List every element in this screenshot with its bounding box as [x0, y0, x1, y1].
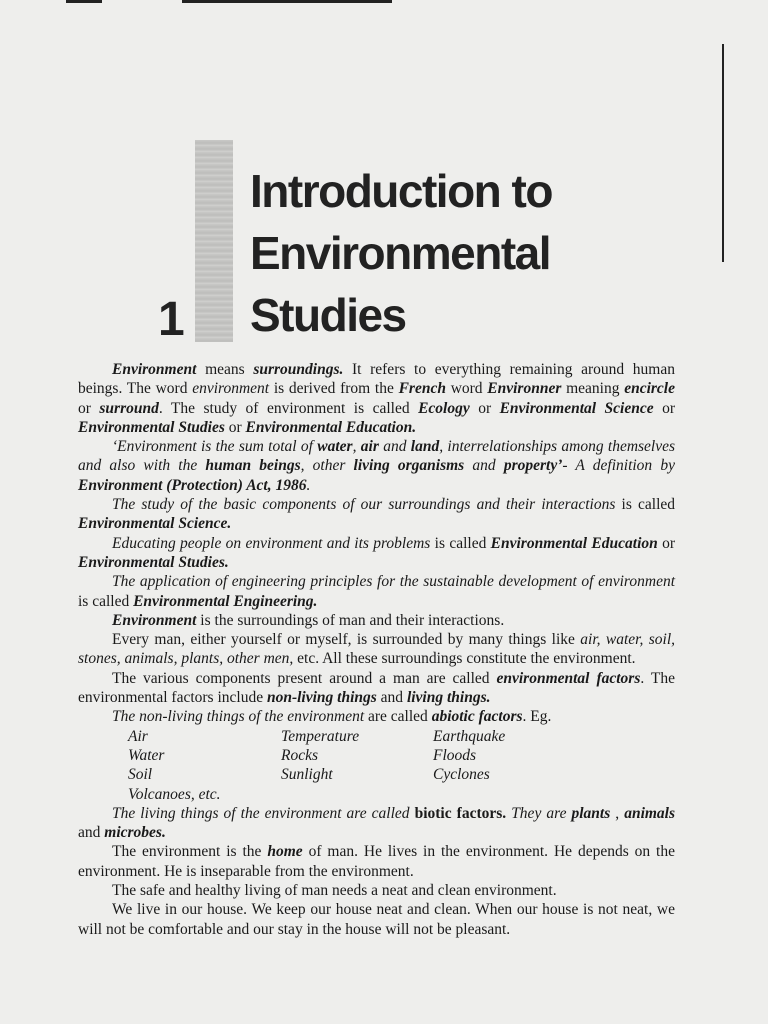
text-run: The non-living things of the environment	[112, 708, 365, 726]
text-run: is called	[615, 496, 676, 514]
text-run: animals	[624, 804, 676, 822]
text-run: ‘Environment is the sum total of	[112, 438, 318, 456]
abiotic-item: Volcanoes, etc.	[128, 785, 221, 803]
paragraph	[78, 630, 675, 669]
text-run: .	[306, 476, 311, 494]
text-run: and	[464, 457, 504, 475]
text-run: , other	[300, 457, 354, 475]
text-run: meaning	[561, 380, 625, 398]
text-run: French	[398, 380, 446, 398]
text-run: They are	[506, 804, 572, 822]
text-run: air, water, soil, stones, animals, plants, other men,	[78, 631, 675, 668]
text-run: The application of engineering principles for the sustainable development of environment	[112, 573, 675, 591]
text-run: or	[653, 399, 675, 417]
text-run: non-living things	[266, 689, 377, 707]
text-run: and	[378, 438, 411, 456]
paragraph	[78, 572, 675, 611]
chapter-title-line: Studies	[250, 289, 406, 341]
text-run: . The study of environment is called	[158, 399, 419, 417]
text-run: or	[657, 534, 675, 552]
text-run: Environment	[112, 611, 197, 629]
text-run: surroundings.	[253, 361, 344, 378]
text-run: Environmental Education	[490, 534, 658, 552]
abiotic-item: Earthquake	[433, 727, 506, 745]
text-run: The environment is the	[112, 843, 268, 861]
text-run: or	[224, 418, 246, 436]
text-run: Environment	[112, 361, 197, 378]
paragraph	[78, 360, 675, 437]
text-run: environment	[192, 380, 270, 398]
text-run: Environmental Education.	[245, 418, 417, 436]
paragraph	[78, 611, 675, 630]
abiotic-item: Floods	[433, 746, 477, 764]
abiotic-item: Water	[128, 746, 165, 764]
text-run: . The environmental factors include	[78, 669, 676, 707]
paragraphs-before-list	[78, 360, 675, 727]
text-run: property’	[503, 457, 563, 475]
text-run: home	[267, 843, 303, 861]
chapter-title-line: Introduction to	[250, 165, 552, 217]
text-run: human beings	[205, 457, 301, 475]
text-run: surround	[99, 399, 159, 417]
paragraph	[78, 707, 675, 726]
paragraph	[78, 534, 675, 573]
text-run: It refers to everything remaining around human beings. The word	[78, 361, 675, 398]
paragraph	[78, 842, 675, 881]
text-run: The study of the basic components of our surroundings and their interactions	[112, 496, 616, 514]
text-run: and	[78, 824, 105, 842]
text-run: Environmental Science.	[78, 515, 232, 533]
text-run: and	[376, 689, 407, 707]
abiotic-item: Rocks	[281, 746, 319, 764]
text-run: , interrelationships among themselves and also with the	[78, 438, 676, 475]
text-run: Every man, either yourself or myself, is surrounded by many things like	[112, 631, 581, 649]
text-run: is derived from the	[269, 380, 399, 398]
text-run: encircle	[624, 380, 675, 398]
chapter-title	[250, 160, 552, 346]
text-run: Environment (Protection) Act, 1986	[78, 476, 307, 494]
chapter-title-line: Environmental	[250, 227, 551, 279]
text-run: ,	[610, 804, 625, 822]
text-run: . Eg.	[522, 708, 552, 726]
paragraph	[78, 495, 675, 534]
text-run: The safe and healthy living of man needs a neat and clean environment.	[112, 882, 557, 900]
text-run: abiotic factors	[431, 708, 523, 726]
text-run: Environmental Studies.	[78, 553, 229, 571]
abiotic-item: Temperature	[281, 727, 360, 745]
abiotic-item: Cyclones	[433, 766, 490, 784]
text-run: microbes.	[104, 824, 166, 842]
text-run: The various components present around a man are called	[112, 669, 497, 687]
paragraphs-after-list	[78, 804, 675, 939]
body-text	[78, 360, 675, 939]
paragraph	[78, 900, 675, 939]
text-run: Environmental Science	[499, 399, 654, 417]
text-run: The living things of the environment are called	[112, 804, 415, 822]
text-run: biotic factors.	[414, 804, 507, 822]
text-run: is called	[430, 534, 491, 552]
text-run: living organisms	[353, 457, 465, 475]
chapter-marker-bar	[195, 140, 233, 342]
abiotic-item: Soil	[128, 766, 153, 784]
text-run: or	[78, 399, 100, 417]
text-run: - A definition by	[562, 457, 675, 475]
text-run: ,	[352, 438, 361, 456]
text-run: plants	[571, 804, 611, 822]
text-run: is the surroundings of man and their interactions.	[196, 611, 505, 629]
text-run: word	[445, 380, 488, 398]
text-run: living things.	[406, 689, 491, 707]
text-run: environmental factors	[496, 669, 641, 687]
abiotic-item: Air	[128, 727, 148, 745]
abiotic-item: Sunlight	[281, 766, 333, 784]
abiotic-factors-list	[128, 727, 675, 804]
text-run: land	[410, 438, 440, 456]
paragraph	[78, 669, 675, 708]
page-edge-line	[722, 44, 724, 262]
text-run: means	[196, 361, 254, 378]
text-run: are called	[364, 708, 432, 726]
text-run: Environmental Studies	[78, 418, 225, 436]
text-run: Educating people on environment and its problems	[112, 534, 431, 552]
text-run: etc. All these surroundings constitute the environment.	[293, 650, 636, 668]
chapter-number: 1	[158, 293, 185, 346]
text-run: of man. He lives in the environment. He depends on the environment. He is inseparable from the environment.	[78, 843, 675, 880]
text-run: Environner	[487, 380, 562, 398]
top-edge-mark-left	[66, 0, 102, 3]
paragraph	[78, 804, 675, 843]
text-run: is called	[78, 592, 134, 610]
text-run: Ecology	[418, 399, 470, 417]
top-edge-mark-right	[182, 0, 392, 3]
text-run: water	[317, 438, 353, 456]
paragraph	[78, 881, 675, 900]
text-run: or	[469, 399, 500, 417]
text-run: We live in our house. We keep our house neat and clean. When our house is not neat, we will not be comfortable and our stay in the house will not be pleasant.	[78, 901, 675, 938]
text-run: Environmental Engineering.	[133, 592, 318, 610]
text-run: air	[360, 438, 379, 456]
paragraph	[78, 437, 675, 495]
